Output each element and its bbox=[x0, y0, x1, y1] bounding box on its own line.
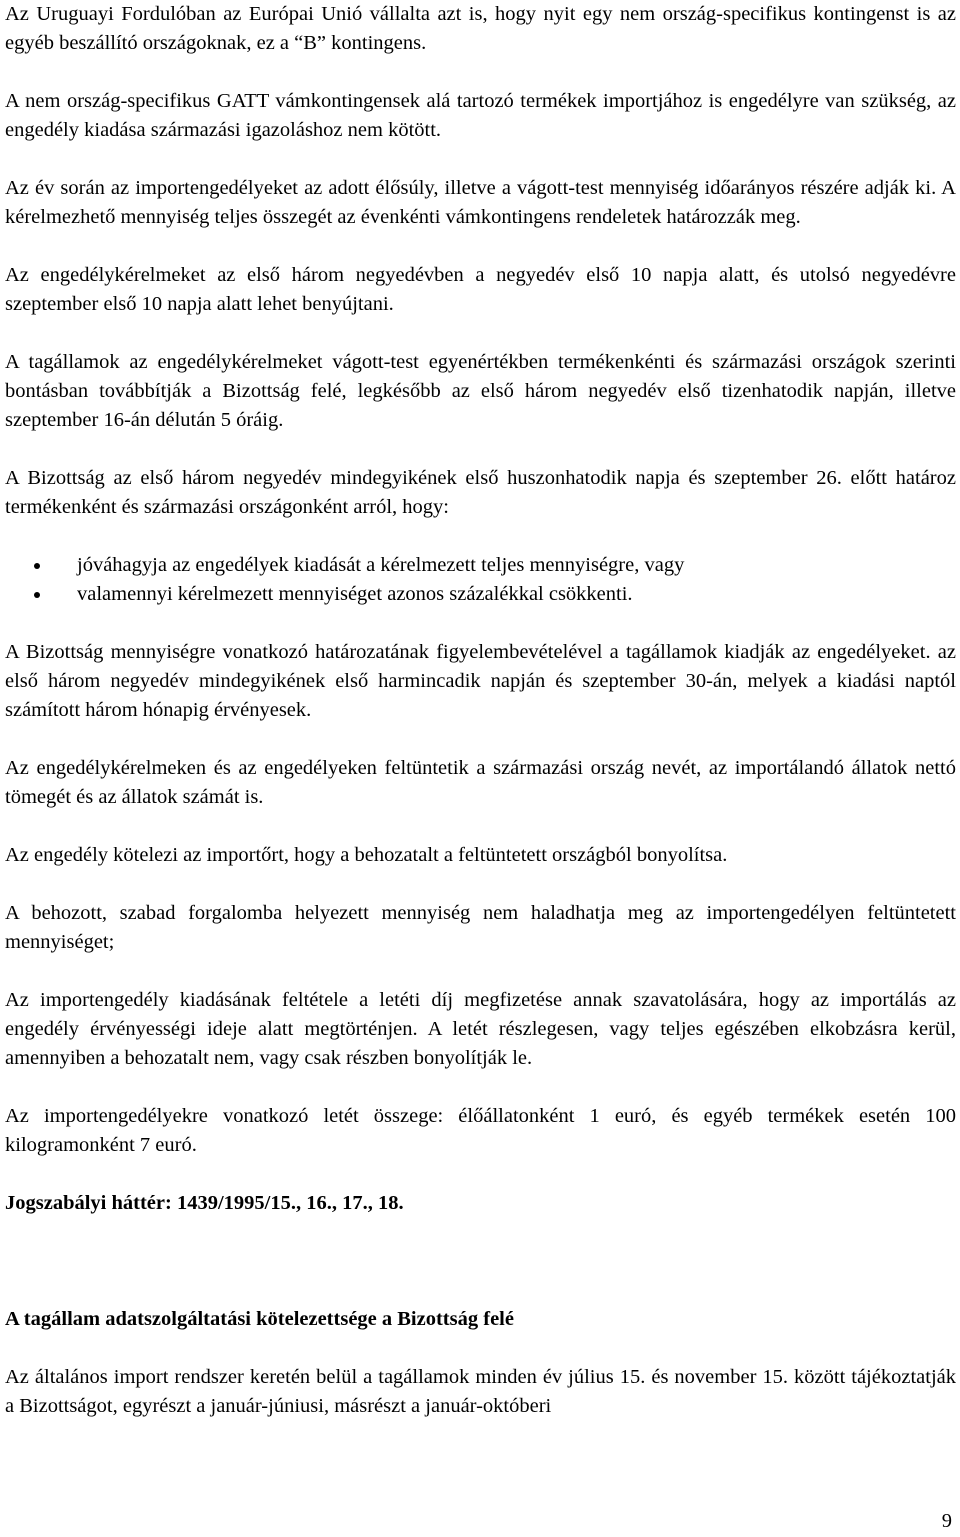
document-body bbox=[5, 0, 956, 1421]
paragraph-security-deposit: Az importengedély kiadásának feltétele a letéti díj megfizetése annak szavatolására, hogy az importálás az engedély érvényességi ideje alatt megtörténjen. A letét részlegesen, vagy teljes egészében elkobzásra kerül, amennyiben a behozatalt nem, vagy csak részben bonyolítják le. bbox=[5, 989, 956, 1069]
paragraph-reporting: Az általános import rendszer keretén belül a tagállamok minden év július 15. és november 15. között tájékoztatják a Bizottságot, egyrészt a január-júniusi, másrészt a január-októberi bbox=[5, 1366, 956, 1417]
paragraph-commission-decision: A Bizottság az első három negyedév mindegyikének első huszonhatodik napja és szeptember 26. előtt határoz termékenként és származási országonként arról, hogy: bbox=[5, 467, 956, 518]
list-item-text: jóváhagyja az engedélyek kiadását a kérelmezett teljes mennyiségre, vagy bbox=[77, 554, 685, 576]
bullet-icon bbox=[34, 563, 40, 569]
page-number: 9 bbox=[941, 1510, 952, 1532]
paragraph-gatt-license: A nem ország-specifikus GATT vámkontingensek alá tartozó termékek importjához is engedélyre van szükség, az engedély kiadása származási igazoláshoz nem kötött. bbox=[5, 90, 956, 141]
section-heading: A tagállam adatszolgáltatási kötelezettsége a Bizottság felé bbox=[5, 1308, 514, 1330]
paragraph-license-contents: Az engedélykérelmeken és az engedélyeken feltüntetik a származási ország nevét, az importálandó állatok nettó tömegét és az állatok számát is. bbox=[5, 757, 956, 808]
paragraph-import-licenses: Az év során az importengedélyeket az adott élősúly, illetve a vágott-test mennyiség időarányos részére adják ki. A kérelmezhető mennyiség teljes összegét az évenkénti vámkontingens rendeletek határozzák meg. bbox=[5, 177, 956, 228]
list-item bbox=[5, 551, 956, 580]
bullet-icon bbox=[34, 592, 40, 598]
list-item-text: valamennyi kérelmezett mennyiséget azonos százalékkal csökkenti. bbox=[77, 583, 633, 605]
legal-basis: Jogszabályi háttér: 1439/1995/15., 16., 17., 18. bbox=[5, 1192, 404, 1214]
paragraph-application-deadline: Az engedélykérelmeket az első három negyedévben a negyedév első 10 napja alatt, és utolsó negyedévre szeptember első 10 napja alatt lehet benyújtani. bbox=[5, 264, 956, 315]
paragraph-deposit-amount: Az importengedélyekre vonatkozó letét összege: élőállatonként 1 euró, és egyéb termékek esetén 100 kilogramonként 7 euró. bbox=[5, 1105, 956, 1156]
paragraph-b-quota: Az Uruguayi Fordulóban az Európai Unió vállalta azt is, hogy nyit egy nem ország-specifikus kontingenst is az egyéb beszállító országoknak, ez a “B” kontingens. bbox=[5, 3, 956, 54]
list-item bbox=[5, 580, 956, 609]
paragraph-importer-obligation: Az engedély kötelezi az importőrt, hogy a behozatalt a feltüntetett országból bonyolítsa. bbox=[5, 844, 728, 866]
paragraph-issue-licenses: A Bizottság mennyiségre vonatkozó határozatának figyelembevételével a tagállamok kiadják az engedélyeket. az első három negyedév mindegyikének első harmincadik napján és szeptember 30-án, melyek a kiadási naptól számított három hónapig érvényesek. bbox=[5, 641, 956, 721]
paragraph-member-states-forward: A tagállamok az engedélykérelmeket vágott-test egyenértékben termékenkénti és származási országok szerinti bontásban továbbítják a Bizottság felé, legkésőbb az első három negyedév első tizenhatodik napján, illetve szeptember 16-án délután 5 óráig. bbox=[5, 351, 956, 431]
paragraph-quantity-limit: A behozott, szabad forgalomba helyezett mennyiség nem haladhatja meg az importengedélyen feltüntetett mennyiséget; bbox=[5, 902, 956, 953]
decision-options-list bbox=[5, 551, 956, 609]
